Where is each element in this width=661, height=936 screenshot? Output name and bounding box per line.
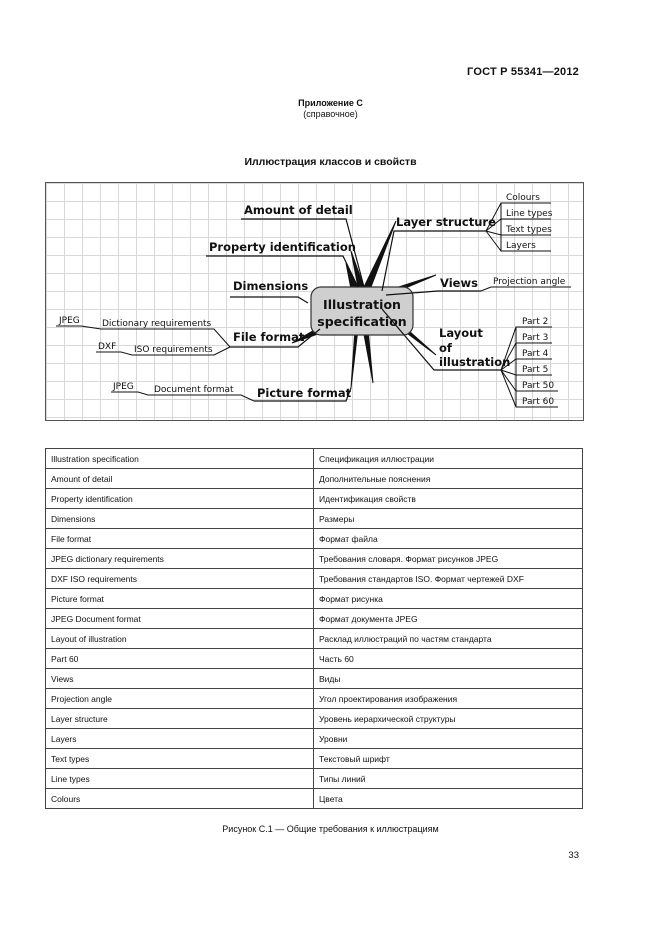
annex-title: Приложение С (298, 98, 363, 108)
term-russian: Цвета (314, 789, 583, 809)
layer-child-line-types: Line types (506, 209, 553, 219)
layer-child-colours: Colours (506, 193, 540, 203)
term-english: Layer structure (46, 709, 314, 729)
layer-child-text-types: Text types (506, 225, 552, 235)
jpeg-label-1: JPEG (59, 316, 80, 326)
dxf-label: DXF (98, 342, 117, 352)
center-line-1: Illustration (323, 297, 401, 312)
branch-layout-line-2: of (439, 341, 452, 355)
dictionary-requirements: Dictionary requirements (102, 319, 212, 329)
table-row (46, 729, 583, 749)
branch-dimensions: Dimensions (233, 279, 309, 293)
term-english: JPEG dictionary requirements (46, 549, 314, 569)
term-russian: Расклад иллюстраций по частям стандарта (314, 629, 583, 649)
term-english: Layout of illustration (46, 629, 314, 649)
annex-subtitle: (справочное) (303, 109, 358, 119)
terms-table (45, 448, 583, 809)
term-english: Picture format (46, 589, 314, 609)
document-format: Document format (154, 385, 234, 395)
term-english: Layers (46, 729, 314, 749)
term-english: Projection angle (46, 689, 314, 709)
table-row (46, 569, 583, 589)
figure-title: Иллюстрация классов и свойств (244, 156, 417, 168)
table-row (46, 609, 583, 629)
branch-layout-line-1: Layout (439, 326, 483, 340)
term-english: Line types (46, 769, 314, 789)
term-english: Illustration specification (46, 449, 314, 469)
page-number: 33 (568, 850, 579, 861)
term-russian: Типы линий (314, 769, 583, 789)
term-english: Part 60 (46, 649, 314, 669)
branch-layout-line-3: illustration (439, 355, 511, 369)
term-russian: Формат рисунка (314, 589, 583, 609)
table-row (46, 589, 583, 609)
table-row (46, 449, 583, 469)
term-russian: Уровни (314, 729, 583, 749)
term-russian: Требования словаря. Формат рисунков JPEG (314, 549, 583, 569)
term-english: Dimensions (46, 509, 314, 529)
term-english: Property identification (46, 489, 314, 509)
term-russian: Виды (314, 669, 583, 689)
iso-requirements: ISO requirements (134, 345, 213, 355)
figure-caption: Рисунок С.1 — Общие требования к иллюстрациям (222, 824, 439, 834)
branch-layer-structure: Layer structure (396, 215, 496, 229)
term-russian: Спецификация иллюстрации (314, 449, 583, 469)
layout-child-part-50: Part 50 (522, 381, 555, 391)
term-english: File format (46, 529, 314, 549)
branch-file-format: File format (233, 330, 305, 344)
layout-child-part-5: Part 5 (522, 365, 549, 375)
standard-number: ГОСТ Р 55341—2012 (467, 66, 579, 78)
table-row (46, 649, 583, 669)
term-russian: Угол проектирования изображения (314, 689, 583, 709)
layout-child-part-2: Part 2 (522, 317, 549, 327)
term-english: DXF ISO requirements (46, 569, 314, 589)
term-russian: Текстовый шрифт (314, 749, 583, 769)
table-row (46, 509, 583, 529)
layer-child-layers: Layers (506, 241, 536, 251)
table-row (46, 469, 583, 489)
layout-child-part-3: Part 3 (522, 333, 549, 343)
branch-picture-format: Picture format (257, 386, 352, 400)
branch-property-identification: Property identification (209, 240, 356, 254)
table-row (46, 749, 583, 769)
term-english: Views (46, 669, 314, 689)
term-russian: Формат документа JPEG (314, 609, 583, 629)
jpeg-label-2: JPEG (113, 382, 134, 392)
branch-amount-of-detail: Amount of detail (244, 203, 353, 217)
table-row (46, 629, 583, 649)
table-row (46, 789, 583, 809)
table-row (46, 669, 583, 689)
term-russian: Часть 60 (314, 649, 583, 669)
term-russian: Уровень иерархической структуры (314, 709, 583, 729)
table-row (46, 689, 583, 709)
views-child-projection-angle: Projection angle (493, 277, 566, 287)
mindmap-svg (46, 183, 583, 420)
term-english: Amount of detail (46, 469, 314, 489)
layout-child-part-4: Part 4 (522, 349, 549, 359)
term-english: JPEG Document format (46, 609, 314, 629)
term-russian: Идентификация свойств (314, 489, 583, 509)
table-row (46, 489, 583, 509)
mindmap-diagram (45, 182, 584, 421)
term-russian: Требования стандартов ISO. Формат чертежей DXF (314, 569, 583, 589)
table-row (46, 709, 583, 729)
table-row (46, 529, 583, 549)
term-russian: Формат файла (314, 529, 583, 549)
table-row (46, 549, 583, 569)
term-russian: Размеры (314, 509, 583, 529)
table-row (46, 769, 583, 789)
center-line-2: specification (317, 314, 407, 329)
layout-child-part-60: Part 60 (522, 397, 555, 407)
term-russian: Дополнительные пояснения (314, 469, 583, 489)
term-english: Text types (46, 749, 314, 769)
branch-views: Views (440, 276, 478, 290)
term-english: Colours (46, 789, 314, 809)
